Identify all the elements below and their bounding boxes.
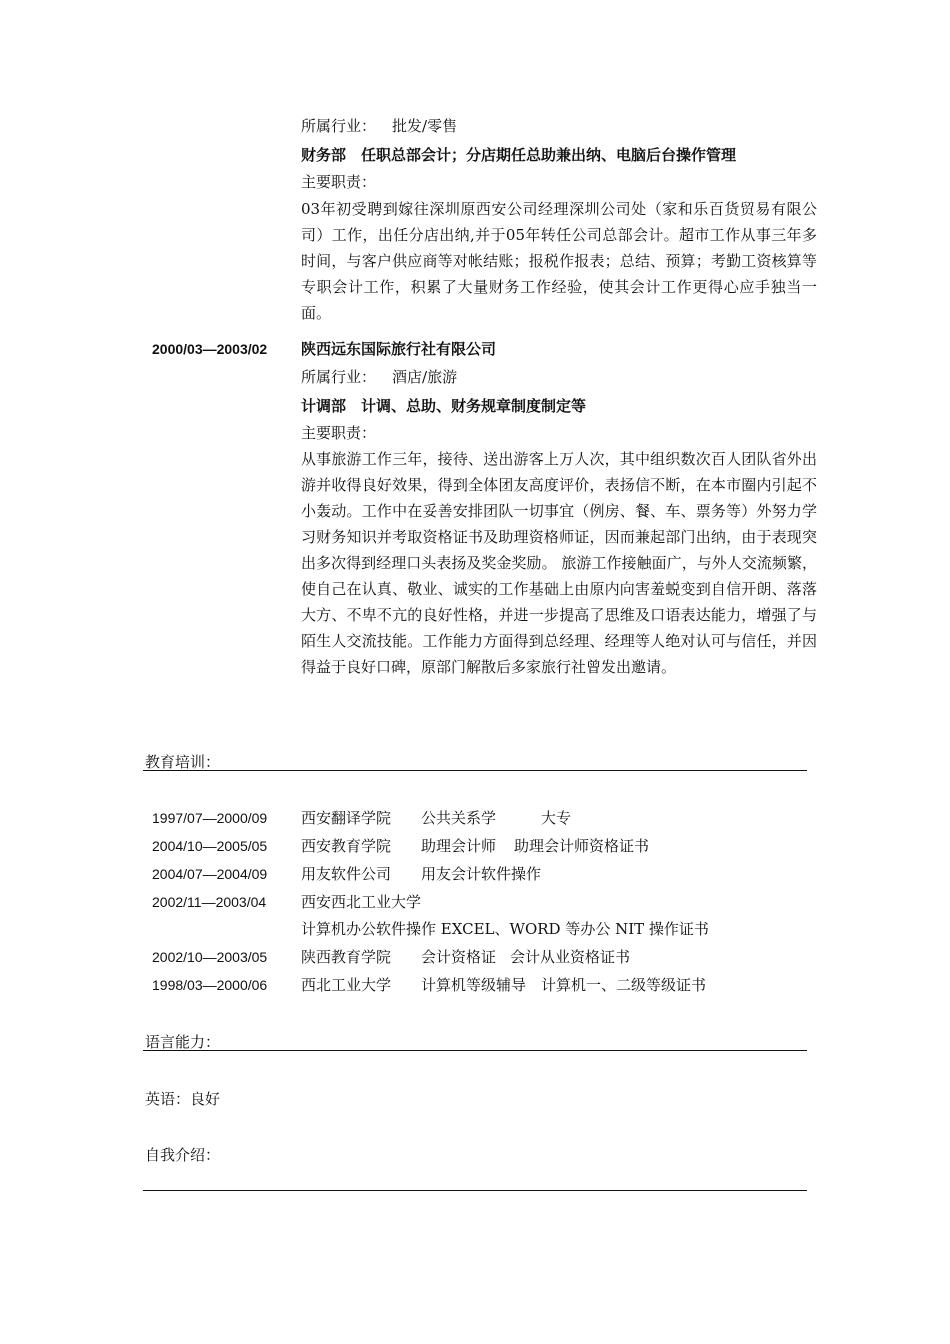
- education-period: 2004/10—2005/05: [152, 838, 268, 854]
- education-title: 教育培训：: [145, 753, 221, 771]
- education-course: 公共关系学: [421, 809, 497, 827]
- education-course: 会计资格证: [421, 948, 497, 966]
- job2-duties-label: 主要职责：: [301, 424, 377, 442]
- job1-industry-value: 批发/零售: [392, 117, 458, 135]
- education-school: 计算机办公软件操作 EXCEL、WORD 等办公 NIT 操作证书: [301, 920, 709, 938]
- job2-industry-label: 所属行业：: [301, 368, 377, 386]
- job2-industry-value: 酒店/旅游: [392, 368, 458, 386]
- job1-duties-label: 主要职责：: [301, 173, 377, 191]
- job2-position: 计调部 计调、总助、财务规章制度制定等: [301, 397, 587, 415]
- education-divider: [143, 770, 807, 771]
- education-period: 1998/03—2000/06: [152, 977, 268, 993]
- education-cert: 助理会计师资格证书: [514, 837, 650, 855]
- education-school: 西安翻译学院: [301, 809, 392, 827]
- job1-position: 财务部 任职总部会计；分店期任总助兼出纳、电脑后台操作管理: [301, 146, 737, 164]
- job2-duties-text: 从事旅游工作三年，接待、送出游客上万人次，其中组织数次百人团队省外出游并收得良好效果，得到全体团友高度评价，表扬信不断，在本市圈内引起不小轰动。工作中在妥善安排团队一切事宜（例房、餐、车、票务等）外努力学习财务知识并考取资格证书及助理资格师证，因而兼起部门出纳，由于表现突出多次得到经理口头表扬及奖金奖励。 旅游工作接触面广，与外人交流频繁，使自己在认真、敬业、诚实的工作基础上由原内向害羞蜕变到自信开朗、落落大方、不卑不亢的良好性格，并进一步提高了思维及口语表达能力，增强了与陌生人交流技能。工作能力方面得到总经理、经理等人绝对认可与信任，并因得益于良好口碑，原部门解散后多家旅行社曾发出邀请。: [301, 450, 817, 676]
- job2-company: 陕西远东国际旅行社有限公司: [301, 340, 497, 358]
- intro-title: 自我介绍：: [145, 1146, 221, 1164]
- education-cert: 会计从业资格证书: [510, 948, 631, 966]
- education-period: 2002/10—2003/05: [152, 949, 268, 965]
- job2-period: 2000/03—2003/02: [152, 341, 268, 357]
- education-course: 助理会计师: [421, 837, 497, 855]
- education-school: 西安西北工业大学: [301, 893, 422, 911]
- education-school: 用友软件公司: [301, 865, 392, 883]
- language-title: 语言能力：: [145, 1033, 221, 1051]
- education-school: 陕西教育学院: [301, 948, 392, 966]
- education-period: 1997/07—2000/09: [152, 810, 268, 826]
- education-course: 计算机等级辅导: [421, 976, 527, 994]
- job1-industry-label: 所属行业：: [301, 117, 377, 135]
- job1-industry: [301, 116, 457, 136]
- language-english: 英语：良好: [145, 1090, 221, 1108]
- education-cert: 计算机一、二级等级证书: [541, 976, 707, 994]
- education-course: 用友会计软件操作: [421, 865, 542, 883]
- education-period: 2004/07—2004/09: [152, 866, 268, 882]
- education-cert: 大专: [541, 809, 572, 827]
- education-period: 2002/11—2003/04: [152, 894, 267, 910]
- job1-duties-text: 03年初受聘到嫁往深圳原西安公司经理深圳公司处（家和乐百货贸易有限公司）工作，出任分店出纳,并于05年转任公司总部会计。超市工作从事三年多时间，与客户供应商等对帐结账；报税作报表；总结、预算；考勤工资核算等专职会计工作，积累了大量财务工作经验，使其会计工作更得心应手独当一面。: [301, 200, 817, 322]
- job2-industry: [301, 367, 457, 387]
- education-school: 西安教育学院: [301, 837, 392, 855]
- intro-divider: [143, 1190, 807, 1191]
- language-divider: [143, 1050, 807, 1051]
- education-school: 西北工业大学: [301, 976, 392, 994]
